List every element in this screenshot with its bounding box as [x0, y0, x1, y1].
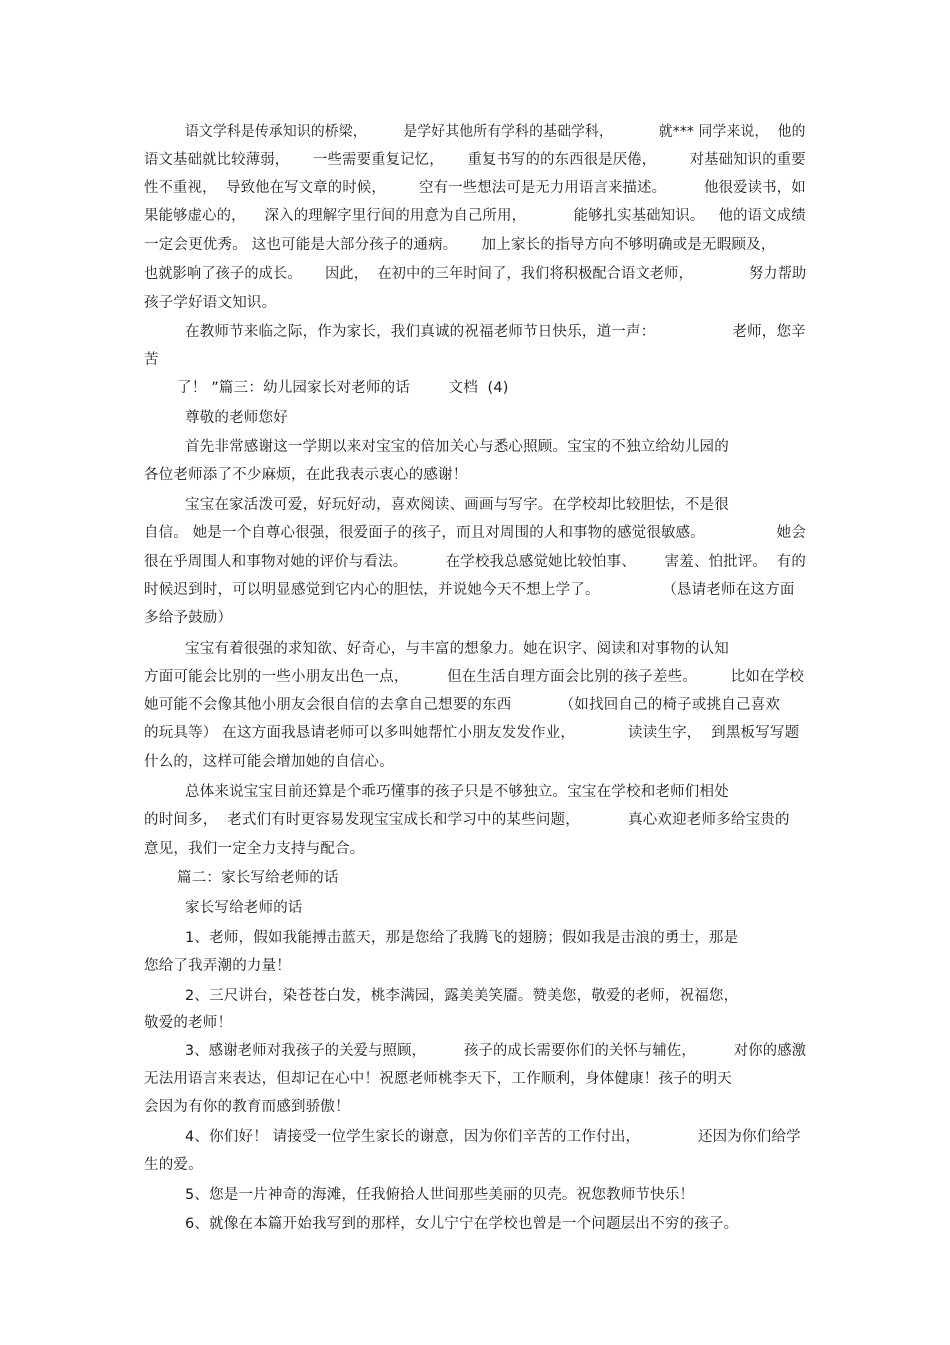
text-line: 无法用语言来表达，但却记在心中！祝愿老师桃李天下，工作顺利，身体健康！孩子的明天 [144, 1071, 732, 1087]
text-line: 自信。 她是一个自尊心很强，很爱面子的孩子，而且对周围的人和事物的感觉很敏感。 她会 [144, 525, 806, 541]
text-line: 宝宝有着很强的求知欲、好奇心，与丰富的想象力。她在识字、阅读和对事物的认知 [185, 641, 729, 657]
list-item: 2、三尺讲台，染苍苍白发，桃李满园，露美美笑靥。赞美您，敬爱的老师，祝福您， [185, 988, 739, 1004]
text-line: 会因为有你的教育而感到骄傲！ [144, 1099, 350, 1115]
salutation: 尊敬的老师您好 [185, 410, 288, 426]
text-line: 各位老师添了不少麻烦，在此我表示衷心的感谢！ [144, 467, 468, 483]
text-line: 果能够虚心的， 深入的理解字里行间的用意为自己所用， 能够扎实基础知识。 他的语文成绩 [144, 208, 806, 224]
text-line: 意见，我们一定全力支持与配合。 [144, 841, 365, 857]
list-item: 1、老师，假如我能搏击蓝天，那是您给了我腾飞的翅膀；假如我是击浪的勇士，那是 [185, 930, 739, 946]
text-line: 敬爱的老师！ [144, 1015, 233, 1031]
text-line: 的时间多， 老式们有时更容易发现宝宝成长和学习中的某些问题， 真心欢迎老师多给宝贵的 [144, 812, 790, 828]
text-line: 语文基础就比较薄弱， 一些需要重复记忆， 重复书写的的东西很是厌倦， 对基础知识的重要 [144, 152, 806, 168]
text-line: 很在乎周围人和事物对她的评价与看法。 在学校我总感觉她比较怕事、 害羞、怕批评。 有的 [144, 554, 806, 570]
list-item: 5、您是一片神奇的海滩，任我俯拾人世间那些美丽的贝壳。祝您教师节快乐！ [185, 1187, 695, 1203]
text-line: 一定会更优秀。 这也可能是大部分孩子的通病。 加上家长的指导方向不够明确或是无暇顾及， [144, 237, 776, 253]
text-line: 时候迟到时，可以明显感觉到它内心的胆怯，并说她今天不想上学了。 （恳请老师在这方面 [144, 582, 795, 598]
text-line: 语文学科是传承知识的桥梁， 是学好其他所有学科的基础学科， 就*** 同学来说， 他的 [185, 124, 806, 140]
text-line: 总体来说宝宝目前还算是个乖巧懂事的孩子只是不够独立。宝宝在学校和老师们相处 [185, 784, 729, 800]
text-line: 首先非常感谢这一学期以来对宝宝的倍加关心与悉心照顾。宝宝的不独立给幼儿园的 [185, 439, 729, 455]
text-line: 宝宝在家活泼可爱，好玩好动，喜欢阅读、画画与写字。在学校却比较胆怯，不是很 [185, 497, 729, 513]
text-line: 在教师节来临之际，作为家长，我们真诚的祝福老师节日快乐，道一声： 老师，您辛 [185, 324, 806, 340]
text-line: 生的爱。 [144, 1157, 203, 1173]
list-item: 3、感谢老师对我孩子的关爱与照顾， 孩子的成长需要你们的关怀与辅佐， 对你的感激 [185, 1043, 807, 1059]
text-line: 苦 [144, 352, 159, 368]
list-item: 6、就像在本篇开始我写到的那样，女儿宁宁在学校也曾是一个问题层出不穷的孩子。 [185, 1216, 739, 1232]
section-heading: 篇二：家长写给老师的话 [177, 870, 339, 886]
text-line: 性不重视， 导致他在写文章的时候， 空有一些想法可是无力用语言来描述。 他很爱读书，如 [144, 180, 806, 196]
text-line: 您给了我弄潮的力量！ [144, 958, 291, 974]
text-line: 孩子学好语文知识。 [144, 295, 277, 311]
text-line: 什么的，这样可能会增加她的自信心。 [144, 754, 394, 770]
subheading: 家长写给老师的话 [185, 900, 303, 916]
text-line: 的玩具等） 在这方面我恳请老师可以多叫她帮忙小朋友发发作业， 读读生字， 到黑板写写题 [144, 725, 800, 741]
text-line: 方面可能会比别的一些小朋友出色一点， 但在生活自理方面会比别的孩子差些。 比如在学校 [144, 669, 805, 685]
section-heading: 了！ ”篇三：幼儿园家长对老师的话 文档 (4) [177, 380, 509, 396]
text-line: 也就影响了孩子的成长。 因此， 在初中的三年时间了，我们将积极配合语文老师， 努力帮助 [144, 266, 807, 282]
text-line: 多给予鼓励） [144, 610, 233, 626]
list-item: 4、你们好！ 请接受一位学生家长的谢意，因为你们辛苦的工作付出， 还因为你们给学 [185, 1129, 801, 1145]
text-line: 她可能不会像其他小朋友会很自信的去拿自己想要的东西 （如找回自己的椅子或挑自己喜欢 [144, 697, 781, 713]
